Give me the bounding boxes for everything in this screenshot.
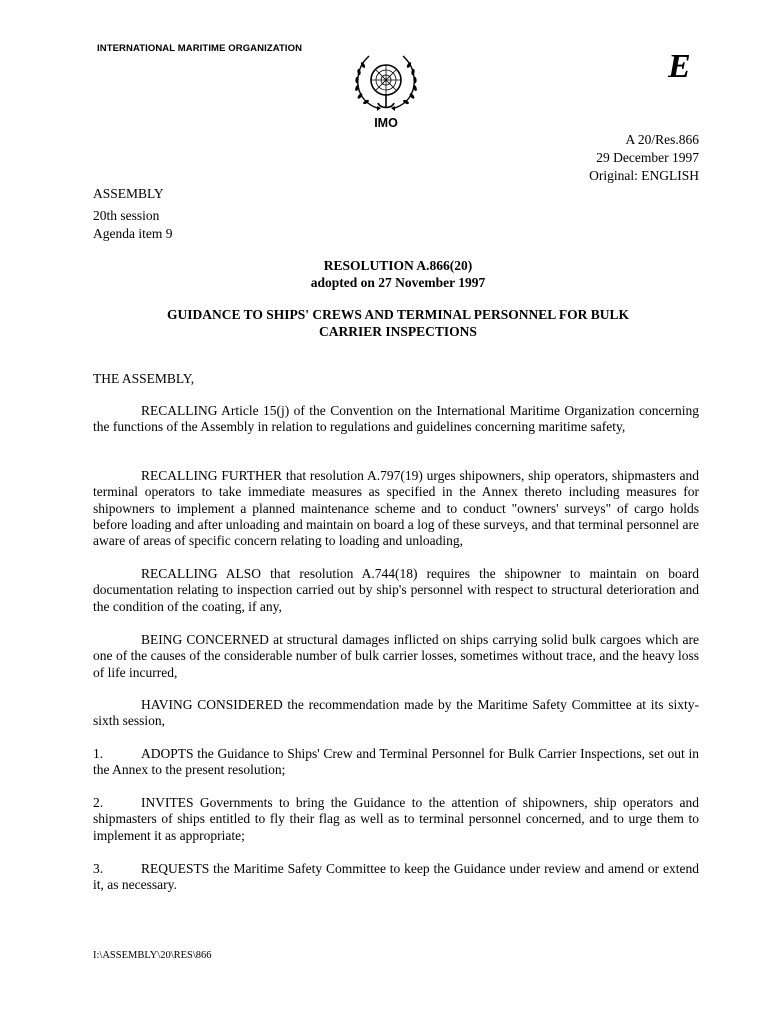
meeting-body: ASSEMBLY	[93, 186, 164, 201]
operative-number: 1.	[93, 746, 104, 761]
document-symbol: A 20/Res.866	[625, 132, 699, 147]
recital-text: RECALLING FURTHER that resolution A.797(19) urges shipowners, ship operators, shipmasters and terminal operators to take immediate measures as specified in the Annex thereto including measures for shipowners to implement a planned maintenance scheme and to conduct "owners' surveys" of cargo holds before loading and after unloading and maintain on board a log of these surveys, and that terminal personnel are aware of areas of specific concern relating to loading and unloading,	[93, 468, 699, 549]
resolution-title-line-2: CARRIER INSPECTIONS	[319, 324, 477, 339]
document-info	[589, 131, 699, 185]
resolution-title	[0, 306, 768, 340]
recital-text: HAVING CONSIDERED the recommendation made by the Maritime Safety Committee at its sixty-sixth session,	[93, 697, 699, 729]
operative-text: INVITES Governments to bring the Guidance to the attention of shipowners, ship operators and shipmasters of ships entitled to fly their flag as well as to terminal personnel concerned, and to urge them to implement it as appropriate;	[93, 795, 699, 843]
recital-paragraph	[93, 403, 699, 436]
document-original-language: Original: ENGLISH	[589, 168, 699, 183]
file-path-footer: I:\ASSEMBLY\20\RES\866	[93, 950, 212, 961]
preamble-opening: THE ASSEMBLY,	[93, 371, 195, 386]
resolution-title-line-1: GUIDANCE TO SHIPS' CREWS AND TERMINAL PERSONNEL FOR BULK	[166, 307, 630, 322]
operative-text: REQUESTS the Maritime Safety Committee to keep the Guidance under review and amend or extend it, as necessary.	[93, 861, 699, 893]
organization-name: INTERNATIONAL MARITIME ORGANIZATION	[97, 43, 303, 54]
resolution-number: RESOLUTION A.866(20)	[323, 258, 473, 273]
operative-paragraph	[93, 746, 699, 779]
imo-emblem-icon	[347, 50, 425, 114]
document-date: 29 December 1997	[596, 150, 699, 165]
operative-text: ADOPTS the Guidance to Ships' Crew and Terminal Personnel for Bulk Carrier Inspections, set out in the Annex to the present resolution;	[93, 746, 699, 778]
recital-text: RECALLING ALSO that resolution A.744(18) requires the shipowner to maintain on board documentation relating to inspection carried out by ship's personnel with respect to structural deterioration and the condition of the coating, if any,	[93, 566, 699, 614]
operative-paragraph	[93, 795, 699, 844]
meeting-agenda-item: Agenda item 9	[93, 226, 173, 241]
recital-paragraph	[93, 566, 699, 615]
language-code: E	[668, 48, 691, 85]
operative-number: 3.	[93, 861, 104, 876]
recital-paragraph	[93, 632, 699, 681]
operative-paragraph	[93, 861, 699, 894]
operative-number: 2.	[93, 795, 104, 810]
recital-paragraph	[93, 468, 699, 549]
meeting-session: 20th session	[93, 208, 160, 223]
logo-label: IMO	[374, 116, 398, 130]
resolution-heading	[0, 257, 768, 291]
resolution-adoption-date: adopted on 27 November 1997	[310, 275, 486, 290]
meeting-details	[93, 207, 172, 243]
recital-paragraph	[93, 697, 699, 730]
recital-text: BEING CONCERNED at structural damages inflicted on ships carrying solid bulk cargoes which are one of the causes of the considerable number of bulk carrier losses, sometimes without trace, and the heavy loss of life incurred,	[93, 632, 699, 680]
recital-text: RECALLING Article 15(j) of the Convention on the International Maritime Organization concerning the functions of the Assembly in relation to regulations and guidelines concerning maritime safety,	[93, 403, 699, 435]
